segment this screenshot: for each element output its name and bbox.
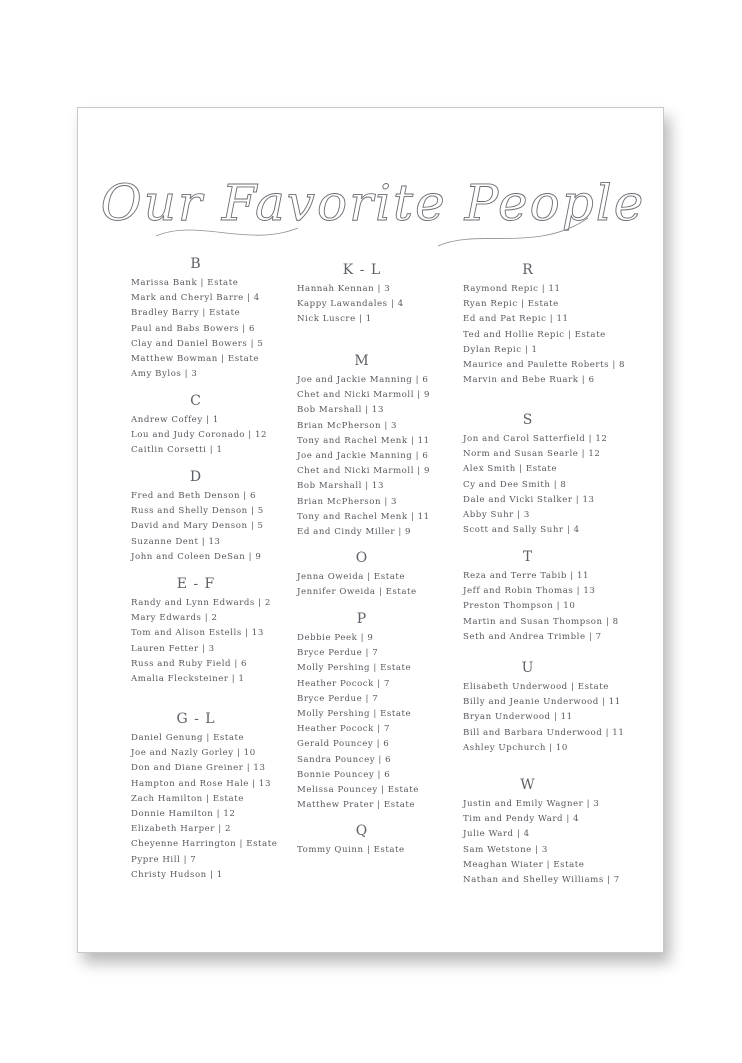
script-title	[100, 158, 646, 253]
letter-heading: D	[189, 469, 203, 485]
guest-entry: Tony and Rachel Menk | 11	[297, 511, 430, 522]
seating-chart-sheet	[77, 107, 664, 953]
guest-entry: Elizabeth Harper | 2	[131, 824, 231, 835]
guest-entry: Jon and Carol Satterfield | 12	[463, 434, 608, 444]
guest-entry: Joe and Nazly Gorley | 10	[131, 748, 256, 759]
letter-heading: R	[522, 262, 534, 278]
guest-entry: Justin and Emily Wagner | 3	[463, 799, 600, 809]
guest-entry: Don and Diane Greiner | 13	[131, 763, 266, 774]
letter-heading: S	[522, 412, 534, 428]
guest-entry: Chet and Nicki Marmoll | 9	[297, 466, 431, 477]
guest-entry: Amy Bylos | 3	[131, 369, 198, 380]
guest-entry: Meaghan Wiater | Estate	[463, 859, 585, 870]
guest-entry: Bob Marshall | 13	[297, 481, 384, 492]
guest-entry: Hampton and Rose Hale | 13	[131, 778, 271, 789]
guest-entry: Norm and Susan Searle | 12	[463, 449, 601, 460]
guest-entry: Pypre Hill | 7	[131, 854, 197, 865]
guest-entry: Abby Suhr | 3	[463, 510, 530, 520]
letter-heading: M	[354, 353, 370, 369]
guest-entry: David and Mary Denson | 5	[131, 521, 264, 532]
guest-entry: Tony and Rachel Menk | 11	[297, 435, 430, 446]
guest-entry: Debbie Peek | 9	[297, 633, 374, 643]
guest-entry: Dale and Vicki Stalker | 13	[463, 494, 595, 505]
guest-entry: Ryan Repic | Estate	[463, 299, 559, 310]
guest-entry: Marissa Bank | Estate	[131, 278, 239, 288]
guest-entry: Bradley Barry | Estate	[131, 308, 241, 319]
guest-entry: Bonnie Pouncey | 6	[297, 769, 391, 780]
guest-entry: Russ and Ruby Field | 6	[131, 658, 248, 669]
guest-entry: Bryce Perdue | 7	[297, 693, 379, 704]
guest-entry: Chet and Nicki Marmoll | 9	[297, 390, 431, 401]
guest-entry: Matthew Prater | Estate	[297, 800, 416, 811]
guest-entry: Elisabeth Underwood | Estate	[463, 682, 609, 692]
script-title-text: Our Favorite People	[100, 174, 646, 232]
guest-entry: Gerald Pouncey | 6	[297, 739, 390, 750]
guest-entry: Martin and Susan Thompson | 8	[463, 616, 619, 627]
guest-entry: Randy and Lynn Edwards | 2	[131, 598, 271, 608]
guest-entry: Daniel Genung | Estate	[131, 733, 245, 743]
guest-entry: John and Coleen DeSan | 9	[131, 551, 262, 562]
guest-entry: Ed and Pat Repic | 11	[463, 314, 569, 325]
guest-entry: Clay and Daniel Bowers | 5	[131, 338, 264, 349]
guest-entry: Matthew Bowman | Estate	[131, 354, 259, 364]
guest-entry: Jenna Oweida | Estate	[297, 572, 406, 582]
guest-entry: Ted and Hollie Repic | Estate	[463, 329, 606, 340]
guest-entry: Andrew Coffey | 1	[131, 415, 219, 425]
guest-entry: Russ and Shelly Denson | 5	[131, 506, 264, 517]
letter-heading: P	[356, 611, 368, 627]
guest-entry: Mark and Cheryl Barre | 4	[131, 293, 260, 304]
guest-entry: Tim and Pendy Ward | 4	[463, 814, 580, 825]
guest-entry: Ashley Upchurch | 10	[463, 742, 568, 753]
guest-entry: Jennifer Oweida | Estate	[297, 587, 417, 598]
guest-entry: Raymond Repic | 11	[463, 284, 561, 294]
letter-heading: Q	[355, 823, 369, 839]
guest-entry: Marvin and Bebe Ruark | 6	[463, 375, 595, 386]
letter-heading: T	[522, 549, 534, 565]
script-title-art	[100, 158, 646, 253]
guest-entry: Reza and Terre Tabib | 11	[463, 571, 589, 581]
guest-entry: Caitlin Corsetti | 1	[131, 445, 223, 456]
guest-entry: Billy and Jeanie Underwood | 11	[463, 697, 621, 708]
guest-entry: Seth and Andrea Trimble | 7	[463, 631, 602, 642]
letter-heading: K - L	[342, 262, 382, 278]
guest-entry: Tom and Alison Estells | 13	[131, 628, 264, 639]
letter-heading: W	[520, 777, 536, 793]
guest-entry: Paul and Babs Bowers | 6	[131, 323, 255, 334]
guest-entry: Christy Hudson | 1	[131, 869, 223, 880]
letter-heading: C	[190, 393, 202, 409]
guest-entry: Brian McPherson | 3	[297, 420, 398, 431]
guest-entry: Tommy Quinn | Estate	[297, 845, 405, 855]
guest-entry: Joe and Jackie Manning | 6	[297, 451, 429, 461]
guest-entry: Cheyenne Harrington | Estate	[131, 839, 278, 850]
guest-entry: Melissa Pouncey | Estate	[297, 785, 419, 795]
guest-entry: Lou and Judy Coronado | 12	[131, 430, 268, 441]
letter-heading: U	[521, 660, 535, 676]
guest-entry: Scott and Sally Suhr | 4	[463, 525, 580, 536]
guest-entry: Bill and Barbara Underwood | 11	[463, 727, 625, 738]
guest-entry: Sam Wetstone | 3	[463, 844, 548, 855]
guest-entry: Kappy Lawandales | 4	[297, 299, 404, 310]
guest-entry: Suzanne Dent | 13	[131, 536, 221, 547]
letter-heading: B	[190, 256, 202, 272]
guest-entry: Julie Ward | 4	[463, 829, 530, 840]
guest-entry: Cy and Dee Smith | 8	[463, 479, 567, 490]
guest-entry: Amalia Flecksteiner | 1	[131, 674, 245, 684]
guest-entry: Maurice and Paulette Roberts | 8	[463, 360, 626, 370]
guest-entry: Lauren Fetter | 3	[131, 643, 215, 654]
guest-entry: Bryan Underwood | 11	[463, 712, 573, 723]
guest-entry: Zach Hamilton | Estate	[131, 793, 244, 804]
guest-entry: Heather Pocock | 7	[297, 724, 390, 735]
guest-entry: Sandra Pouncey | 6	[297, 754, 392, 765]
letter-heading: O	[355, 550, 369, 566]
guest-entry: Brian McPherson | 3	[297, 496, 398, 507]
guest-entry: Dylan Repic | 1	[463, 344, 538, 355]
guest-entry: Nick Luscre | 1	[297, 314, 372, 325]
guest-entry: Alex Smith | Estate	[463, 464, 557, 475]
letter-heading: G - L	[176, 711, 216, 727]
guest-entry: Donnie Hamilton | 12	[131, 809, 236, 819]
guest-entry: Molly Pershing | Estate	[297, 709, 412, 719]
guest-entry: Heather Pocock | 7	[297, 678, 390, 689]
guest-entry: Molly Pershing | Estate	[297, 663, 412, 674]
guest-entry: Joe and Jackie Manning | 6	[297, 375, 429, 385]
guest-entry: Bob Marshall | 13	[297, 405, 384, 416]
guest-entry: Hannah Kennan | 3	[297, 284, 391, 294]
guest-entry: Fred and Beth Denson | 6	[131, 491, 257, 501]
letter-heading: E - F	[176, 576, 216, 592]
guest-entry: Bryce Perdue | 7	[297, 648, 379, 659]
guest-entry: Preston Thompson | 10	[463, 601, 576, 612]
guest-entry: Ed and Cindy Miller | 9	[297, 527, 412, 537]
guest-entry: Nathan and Shelley Williams | 7	[463, 875, 620, 885]
guest-entry: Jeff and Robin Thomas | 13	[463, 586, 596, 597]
guest-entry: Mary Edwards | 2	[131, 613, 218, 624]
